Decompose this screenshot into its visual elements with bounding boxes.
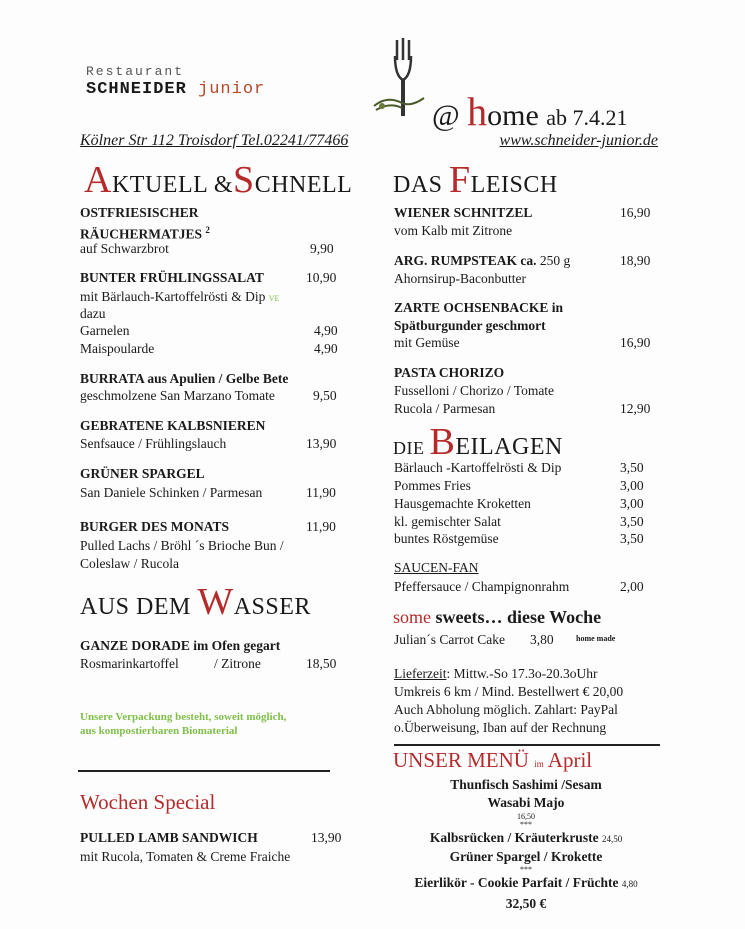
course-2a: Kalbsrücken / Kräuterkruste <box>429 830 599 845</box>
item-desc: Fusselloni / Chorizo / Tomate <box>394 383 555 398</box>
address: Kölner Str 112 Troisdorf Tel.02241/77466 <box>80 132 349 149</box>
extra-price: 4,90 <box>314 323 338 338</box>
side-name: Bärlauch -Kartoffelrösti & Dip <box>394 460 562 475</box>
side-price: 3,50 <box>620 514 644 529</box>
sauce-name: Pfeffersauce / Champignonrahm <box>394 579 570 594</box>
menu-title: UNSER MENÜ <box>393 748 529 772</box>
section-aktuell-heading <box>84 158 352 202</box>
item-desc: Rosmarinkartoffel <box>80 656 179 671</box>
beilagen-pre: DIE <box>393 438 430 458</box>
menu-total: 32,50 € <box>505 896 547 911</box>
sweets-pre: some <box>393 607 436 627</box>
side-price: 3,50 <box>620 531 644 546</box>
item-desc-2: Rucola / Parmesan <box>394 401 496 416</box>
item-title <box>394 252 570 270</box>
item-title-weight: 250 g <box>536 253 571 268</box>
delivery-line-2: Umkreis 6 km / Mind. Bestellwert € 20,00 <box>394 684 624 699</box>
side-name: Pommes Fries <box>394 478 471 493</box>
course-2a-line <box>394 829 658 848</box>
side-price: 3,00 <box>620 478 644 493</box>
item-desc <box>80 288 279 308</box>
section-wasser-heading <box>80 580 311 624</box>
restaurant-label: Restaurant <box>86 64 185 79</box>
section-beilagen-heading <box>393 420 563 464</box>
at-home-heading <box>432 88 628 135</box>
delivery-line-3: Auch Abholung möglich. Zahlart: PayPal <box>394 702 618 717</box>
item-price: 11,90 <box>306 519 336 534</box>
course-3-price: 4,80 <box>621 879 638 889</box>
sweet-price: 3,80 <box>530 632 554 647</box>
item-desc: vom Kalb mit Zitrone <box>394 223 513 238</box>
item-price: 16,90 <box>620 205 651 220</box>
item-title: WIENER SCHNITZEL <box>394 205 533 220</box>
item-title-2: Spätburgunder geschmort <box>394 318 546 333</box>
item-desc-b: / Zitrone <box>214 656 261 671</box>
beilagen-initial: B <box>429 421 456 463</box>
item-title: ZARTE OCHSENBACKE in <box>394 300 564 315</box>
item-price: 12,90 <box>620 401 651 416</box>
extra-price: 4,90 <box>314 341 338 356</box>
course-3: Eierlikör - Cookie Parfait / Früchte <box>414 875 619 890</box>
menu-course-1 <box>394 776 658 829</box>
sauce-heading: SAUCEN-FAN <box>394 560 479 575</box>
fleisch-pre: DAS <box>393 172 450 198</box>
section-fleisch-heading <box>393 158 558 202</box>
item-desc-2: dazu <box>80 306 106 321</box>
item-price: 13,90 <box>306 436 337 451</box>
extra-name: Maispoularde <box>80 341 155 356</box>
item-desc: mit Rucola, Tomaten & Creme Fraiche <box>80 849 291 864</box>
item-desc: geschmolzene San Marzano Tomate <box>80 388 275 403</box>
item-desc: auf Schwarzbrot <box>80 241 169 256</box>
item-price: 13,90 <box>311 830 342 845</box>
item-desc: mit Gemüse <box>394 335 460 350</box>
course-1a: Thunfisch Sashimi /Sesam <box>450 777 602 792</box>
eco-note-1: Unsere Verpackung besteht, soweit möglich, <box>80 711 287 723</box>
item-price: 9,90 <box>310 241 334 256</box>
delivery-hours: : Mittw.-So 17.3o-20.3oUhr <box>446 666 598 681</box>
course-2-price: 24,50 <box>601 834 623 844</box>
extra-name: Garnelen <box>80 323 130 338</box>
divider <box>394 744 660 746</box>
eco-note-2: aus kompostierbaren Biomaterial <box>80 725 238 737</box>
menu-course-2 <box>394 829 658 874</box>
side-name: Hausgemachte Kroketten <box>394 496 531 511</box>
home-rest: ome <box>487 99 539 132</box>
at-sign: @ <box>432 99 460 132</box>
brand-schneider: SCHNEIDER <box>86 80 187 99</box>
course-2b: Grüner Spargel / Krokette <box>449 849 603 864</box>
fleisch-initial: F <box>449 159 471 201</box>
item-desc: Pulled Lachs / Bröhl ´s Brioche Bun / <box>80 538 284 553</box>
wasser-pre: AUS DEM <box>80 594 198 620</box>
aktuell-initial-s: S <box>233 159 255 201</box>
divider <box>78 770 330 772</box>
item-title: BUNTER FRÜHLINGSSALAT <box>80 270 264 285</box>
sweets-heading <box>393 607 601 628</box>
vegan-badge: VE <box>268 294 280 303</box>
item-price: 11,90 <box>306 485 336 500</box>
item-price: 18,90 <box>620 253 651 268</box>
separator: *** <box>520 820 532 829</box>
item-title: GEBRATENE KALBSNIEREN <box>80 418 266 433</box>
allergen-sup: 2 <box>205 225 210 235</box>
item-desc-2: Coleslaw / Rucola <box>80 556 179 571</box>
website-link[interactable]: www.schneider-junior.de <box>499 132 658 149</box>
side-name: kl. gemischter Salat <box>394 514 501 529</box>
fork-logo-icon <box>372 36 434 118</box>
sauce-price: 2,00 <box>620 579 644 594</box>
fleisch-rest: LEISCH <box>470 172 558 198</box>
start-date: ab 7.4.21 <box>546 105 628 130</box>
item-title: OSTFRIESISCHER <box>80 205 199 220</box>
course-1b: Wasabi Majo <box>487 795 565 810</box>
home-initial: h <box>467 89 488 134</box>
item-title: GRÜNER SPARGEL <box>80 466 205 481</box>
item-desc: Senfsauce / Frühlingslauch <box>80 436 227 451</box>
course-1-price: 16,50 <box>517 812 535 821</box>
aktuell-rest2: CHNELL <box>254 172 353 198</box>
item-title: BURRATA aus Apulien / Gelbe Bete <box>80 371 289 386</box>
item-title: PULLED LAMB SANDWICH <box>80 830 258 845</box>
delivery-line-1 <box>394 665 597 683</box>
menu-course-3 <box>394 874 658 913</box>
wasser-rest: ASSER <box>233 594 311 620</box>
brand-name <box>86 80 265 99</box>
wochen-special-heading: Wochen Special <box>80 790 216 814</box>
item-title-2-text: RÄUCHERMATJES <box>80 226 203 242</box>
item-price: 18,50 <box>306 656 337 671</box>
item-desc-text: mit Bärlauch-Kartoffelrösti & Dip <box>80 289 266 304</box>
menu-im: im <box>534 759 544 769</box>
sweet-item: Julian´s Carrot Cake <box>394 632 505 647</box>
home-made-note: home made <box>576 634 616 643</box>
item-price: 16,90 <box>620 335 651 350</box>
item-desc: San Daniele Schinken / Parmesan <box>80 485 263 500</box>
wasser-initial: W <box>197 581 234 623</box>
address-bar <box>80 132 658 150</box>
delivery-line-4: o.Überweisung, Iban auf der Rechnung <box>394 720 607 735</box>
item-price: 9,50 <box>313 388 337 403</box>
separator: *** <box>520 865 532 874</box>
menu-heading <box>393 748 592 773</box>
item-desc: Ahornsirup-Baconbutter <box>394 271 526 286</box>
aktuell-rest1: KTUELL & <box>111 172 234 198</box>
beilagen-rest: EILAGEN <box>455 434 563 460</box>
menu-month: April <box>547 748 593 772</box>
item-title: BURGER DES MONATS <box>80 519 230 534</box>
item-title: GANZE DORADE im Ofen gegart <box>80 638 281 653</box>
brand-junior: junior <box>198 80 266 99</box>
item-title: PASTA CHORIZO <box>394 365 505 380</box>
side-price: 3,50 <box>620 460 644 475</box>
aktuell-initial-a: A <box>84 159 112 201</box>
item-price: 10,90 <box>306 270 337 285</box>
delivery-label: Lieferzeit <box>394 666 447 681</box>
item-title-text: ARG. RUMPSTEAK ca. <box>394 253 537 268</box>
side-price: 3,00 <box>620 496 644 511</box>
side-name: buntes Röstgemüse <box>394 531 499 546</box>
sweets-title: sweets… diese Woche <box>435 607 602 627</box>
course-3-line <box>394 874 658 893</box>
